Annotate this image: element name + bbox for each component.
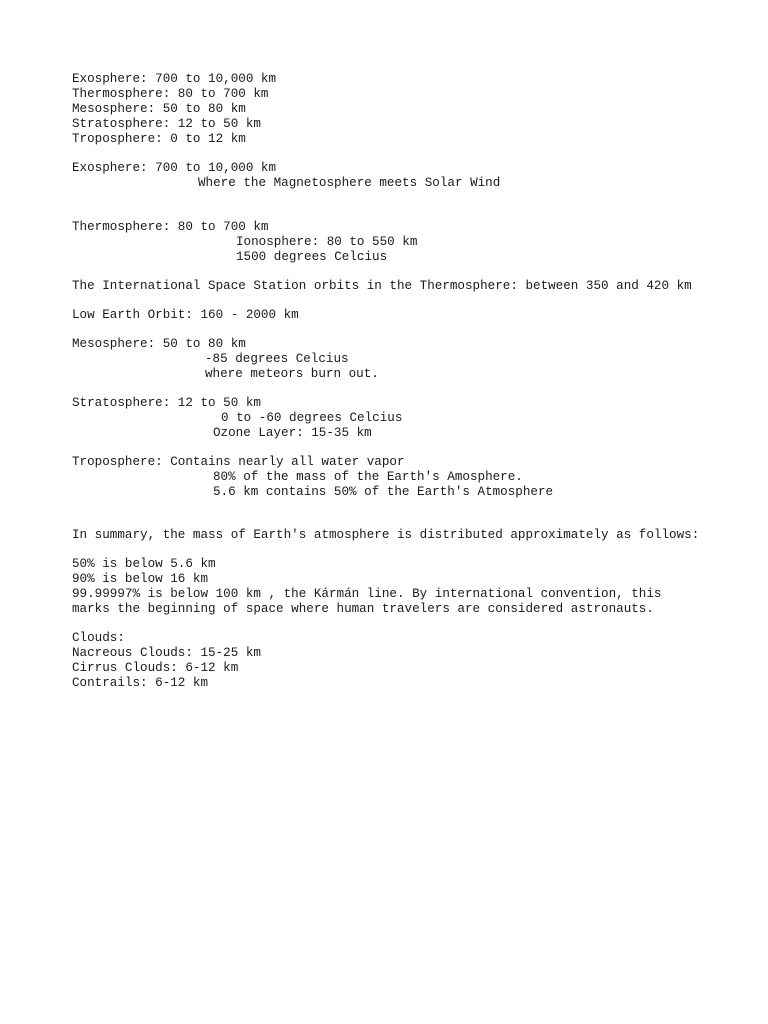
stratosphere-note-temperature: 0 to -60 degrees Celcius [221, 411, 403, 425]
mesosphere-note-meteors: where meteors burn out. [205, 367, 379, 381]
thermosphere-note-temperature: 1500 degrees Celcius [236, 250, 388, 264]
summary-intro: In summary, the mass of Earth's atmosphere is distributed approximately as follows: [72, 528, 700, 542]
mass-line-90: 90% is below 16 km [72, 572, 209, 586]
exosphere-note: Where the Magnetosphere meets Solar Wind [198, 176, 501, 190]
mass-line-karman-cont: marks the beginning of space where human travelers are considered astronauts. [72, 602, 654, 616]
mesosphere-heading: Mesosphere: 50 to 80 km [72, 337, 246, 351]
summary-line-stratosphere: Stratosphere: 12 to 50 km [72, 117, 261, 131]
summary-line-troposphere: Troposphere: 0 to 12 km [72, 132, 246, 146]
mass-line-50: 50% is below 5.6 km [72, 557, 216, 571]
clouds-cirrus: Cirrus Clouds: 6-12 km [72, 661, 239, 675]
iss-orbit-line: The International Space Station orbits in the Thermosphere: between 350 and 420 km [72, 279, 692, 293]
troposphere-heading: Troposphere: Contains nearly all water vapor [72, 455, 405, 469]
summary-line-thermosphere: Thermosphere: 80 to 700 km [72, 87, 269, 101]
summary-line-mesosphere: Mesosphere: 50 to 80 km [72, 102, 246, 116]
clouds-heading: Clouds: [72, 631, 125, 645]
mass-line-karman: 99.99997% is below 100 km , the Kármán line. By international convention, this [72, 587, 662, 601]
summary-line-exosphere: Exosphere: 700 to 10,000 km [72, 72, 277, 86]
troposphere-note-mass: 80% of the mass of the Earth's Amosphere. [213, 470, 523, 484]
stratosphere-note-ozone: Ozone Layer: 15-35 km [213, 426, 372, 440]
thermosphere-note-ionosphere: Ionosphere: 80 to 550 km [236, 235, 418, 249]
exosphere-heading: Exosphere: 700 to 10,000 km [72, 161, 277, 175]
stratosphere-heading: Stratosphere: 12 to 50 km [72, 396, 261, 410]
low-earth-orbit-line: Low Earth Orbit: 160 - 2000 km [72, 308, 299, 322]
clouds-nacreous: Nacreous Clouds: 15-25 km [72, 646, 261, 660]
clouds-contrails: Contrails: 6-12 km [72, 676, 209, 690]
troposphere-note-half: 5.6 km contains 50% of the Earth's Atmosphere [213, 485, 554, 499]
mesosphere-note-temperature: -85 degrees Celcius [205, 352, 349, 366]
thermosphere-heading: Thermosphere: 80 to 700 km [72, 220, 269, 234]
